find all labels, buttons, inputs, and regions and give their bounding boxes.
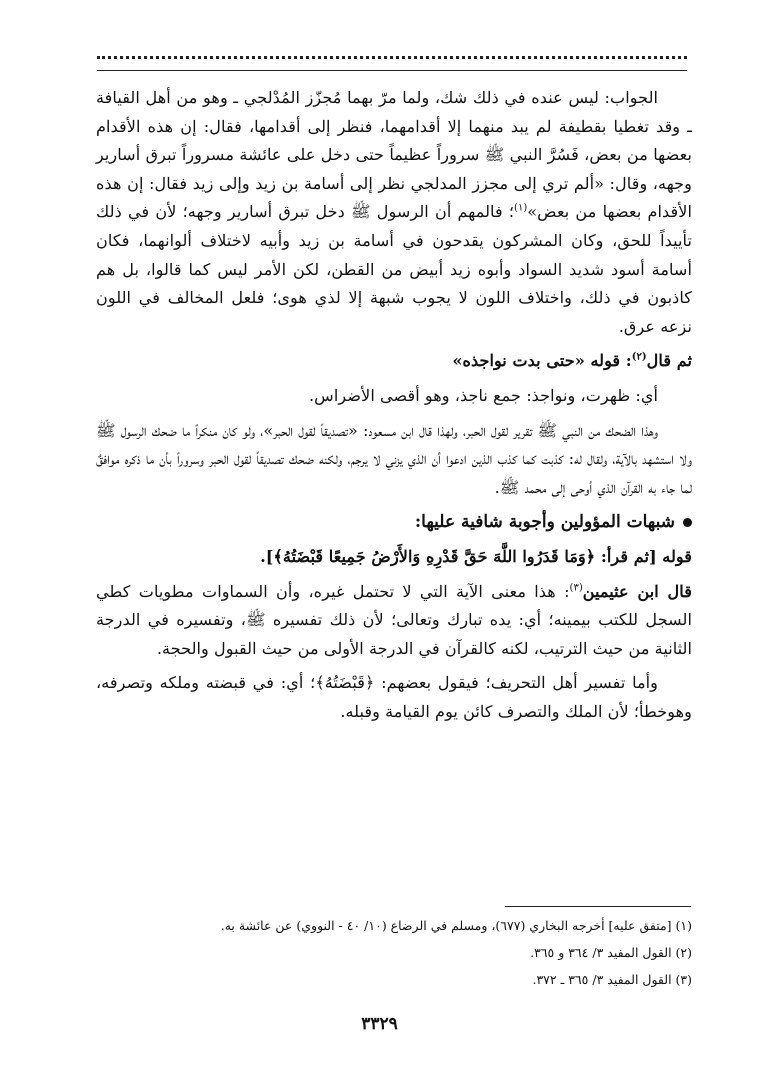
footnote-ref-3: (٣) xyxy=(569,582,583,594)
header-rule xyxy=(97,70,687,71)
page-number: ٣٣٢٩ xyxy=(361,1014,398,1034)
paragraph-ibn-uthaymin xyxy=(96,578,692,664)
paragraph-answer-text-rest: ؛ فالمهم أن الرسول ﷺ دخل تبرق أسارير وجهه؛ لأن في ذلك تأييداً للحق، وكان المشركون يقدحون في أسامة بن زيد وأبيه لاختلاف ألوانهما، فكان أسامة أسود شديد السواد وأبوه زيد أبيض من القطن، لكن الأمر ليس كما قالوا، بل هم كاذبون في ذلك، واختلاف اللون لا يجوب شبهة إلا لذي هوى؛ فلعل المخالف في اللون نزعه عرق. xyxy=(96,202,692,336)
verse-quote: قوله [ثم قرأ: ﴿وَمَا قَدَرُوا اللَّهَ حَقَّ قَدْرِهِ وَالأَرْضُ جَمِيعًا قَبْضَتُهُ﴾]. xyxy=(260,546,692,566)
footnote-1: (١) [متفق عليه] أخرجه البخاري (٦٧٧)، ومسلم في الرضاع (١٠/ ٤٠ - النووي) عن عائشة به. xyxy=(220,918,692,933)
paragraph-answer-text: الجواب: ليس عنده في ذلك شك، ولما مرّ بهما مُجزّز المُدْلجي ـ وهو من أهل القيافة ـ وقد تغطيا بقطيفة لم يبد منهما إلا أقدامهما، فنظر إلى أقدامها، فقال: إن هذه الأقدام بعضها من بعض، فَسُرَّ النبي ﷺ سروراً عظيماً حتى دخل على عائشة مسروراً تبرق أسارير وجهه، وقال: «ألم تري إلى مجزز المدلجي نظر إلى أسامة بن زيد وإلى زيد فقال: إن هذه الأقدام بعضها من بعض» xyxy=(96,88,692,222)
then-he-said-label: ثم قال xyxy=(646,351,692,371)
section-heading-text: شبهات المؤولين وأجوبة شافية عليها: xyxy=(414,512,675,533)
section-heading xyxy=(96,508,692,537)
paragraph-distortion: وأما تفسير أهل التحريف؛ فيقول بعضهم: ﴿قَبْضَتُهُ﴾؛ أي: في قبضته وملكه وتصرفه، وهوخطأ؛ لأن الملك والتصرف كائن يوم القيامة وقبله. xyxy=(96,673,692,721)
bullet-icon xyxy=(683,518,692,527)
ibn-uthaymin-text: : هذا معنى الآية التي لا تحتمل غيره، وأن السماوات مطويات كطي السجل للكتب بيمينه؛ أي: يده تبارك وتعالى؛ لأن ذلك تفسيره ﷺ، وتفسيره في الدرجة الثانية من حيث الترتيب، لكنه كالقرآن في الدرجة الأولى من حيث القبول والحجة. xyxy=(96,581,692,658)
footnote-ref-1: (١) xyxy=(514,202,528,214)
header-dotted-line xyxy=(97,56,687,59)
then-he-said xyxy=(96,347,692,376)
main-text xyxy=(96,84,692,726)
paragraph-answer xyxy=(96,84,692,341)
footnote-2: (٢) القول المفيد ٣/ ٣٦٤ و ٣٦٥. xyxy=(530,945,692,960)
footnote-3: (٣) القول المفيد ٣/ ٣٦٥ ـ ٣٧٢. xyxy=(532,972,692,987)
ibn-uthaymin-label: قال ابن عثيمين xyxy=(582,581,692,601)
paragraph-laughter: وهذا الضحك من النبي ﷺ تقرير لقول الحبر، ولهذا قال ابن مسعود: «تصديقاً لقول الحبر»، ولو كان منكراً ما ضحك الرسول ﷺ ولا استشهد بالآية، ولقال له: كذبت كما كذب الذين ادعوا أن الذي يزني لا يرجم، ولكنه ضحك تصديقاً لقول الحبر وسروراً بأن ما ذكره موافقٌ لما جاء به القرآن الذي أوحى إلى محمد ﷺ. xyxy=(96,420,692,497)
footnote-divider xyxy=(505,906,691,907)
footnotes xyxy=(120,912,692,993)
footnote-ref-2: (٢) xyxy=(631,351,647,363)
paragraph-nawajidh: أي: ظهرت، ونواجذ: جمع ناجذ، وهو أقصى الأضراس. xyxy=(309,385,658,405)
then-he-said-quote: : قوله «حتى بدت نواجذه» xyxy=(452,351,632,371)
